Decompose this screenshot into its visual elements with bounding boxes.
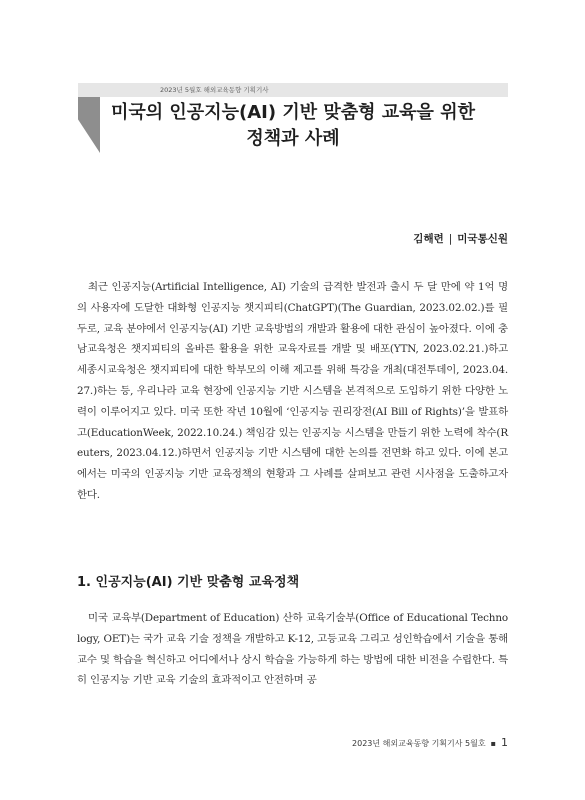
author-byline xyxy=(413,231,508,246)
article-title xyxy=(78,100,508,152)
intro-paragraph xyxy=(77,277,508,506)
page-footer xyxy=(352,736,508,749)
issue-label: 2023년 5월호 해외교육동향 기획기사 xyxy=(160,86,269,94)
intro-text: 최근 인공지능(Artificial Intelligence, AI) 기술의 급격한 발전과 출시 두 달 만에 약 1억 명의 사용자에 도달한 대화형 인공지능 챗지피티(ChatGPT)(The Guardian, 2023.02.02.)를 필두로, 교육 분야에서 인공지능(AI) 기반 교육방법의 개발과 활용에 대한 관심이 높아졌다. 이에 충남교육청은 챗지피티의 올바른 활용을 위한 교육자료를 개발 및 배포(YTN, 2023.02.21.)하고 세종시교육청은 챗지피티에 대한 학부모의 이해 제고를 위해 특강을 개최(대전투데이, 2023.04.27.)하는 등, 우리나라 교육 현장에 인공지능 기반 시스템을 본격적으로 도입하기 위한 다양한 노력이 이루어지고 있다. 미국 또한 작년 10월에 ‘인공지능 권리장전(AI Bill of Rights)’을 발표하고(EducationWeek, 2022.10.24.) 책임감 있는 인공지능 시스템을 만들기 위한 노력에 착수(Reuters, 2023.04.12.)하면서 인공지능 기반 시스템에 대한 논의를 전면화 하고 있다. 이에 본고에서는 미국의 인공지능 기반 교육정책의 현황과 그 사례를 살펴보고 관련 시사점을 도출하고자 한다. xyxy=(77,281,508,501)
author-name: 김해련 xyxy=(413,233,444,245)
author-separator: | xyxy=(448,233,453,245)
author-affiliation: 미국통신원 xyxy=(457,233,508,245)
page-number: 1 xyxy=(501,736,508,749)
footer-label: 2023년 해외교육동향 기획기사 5월호 xyxy=(352,739,486,748)
header-band xyxy=(78,83,508,97)
title-line-2: 정책과 사례 xyxy=(246,128,340,149)
title-line-1: 미국의 인공지능(AI) 기반 맞춤형 교육을 위한 xyxy=(110,102,475,123)
section-1-heading: 1. 인공지능(AI) 기반 맞춤형 교육정책 xyxy=(77,575,300,590)
footer-bullet: ▪ xyxy=(490,739,496,748)
section-1-text: 미국 교육부(Department of Education) 산하 교육기술부(Office of Educational Technology, OET)는 국가 교육 기술 정책을 개발하고 K-12, 고등교육 그리고 성인학습에서 기술을 통해 교수 및 학습을 혁신하고 어디에서나 상시 학습을 가능하게 하는 방법에 대한 비전을 수립한다. 특히 인공지능 기반 교육 기술의 효과적이고 안전하며 공 xyxy=(77,612,508,687)
section-1-paragraph xyxy=(77,608,508,691)
